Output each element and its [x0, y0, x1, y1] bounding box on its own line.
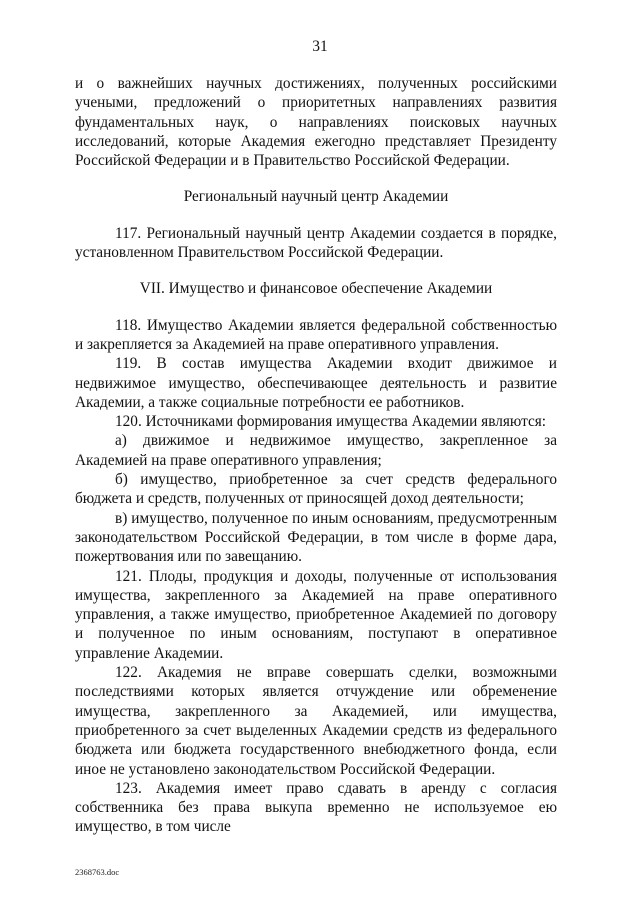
intro-paragraph: и о важнейших научных достижениях, полученных российскими учеными, предложений о приоритетных направлениях развития фундаментальных наук, о направлениях поисковых научных исследований, которые Академия ежегодно представляет Президенту Российской Федерации и в Правительство Российской Федерации.: [75, 75, 557, 170]
paragraph-122: 122. Академия не вправе совершать сделки, возможными последствиями которых является отчуждение или обременение имущества, закрепленного за Академией, или имущества, приобретенного за счет выделенных Академии средств из федерального бюджета или бюджета государственного внебюджетного фонда, если иное не установлено законодательством Российской Федерации.: [75, 664, 557, 778]
section-heading-regional-center: Региональный научный центр Академии: [183, 188, 449, 206]
paragraph-117: 117. Региональный научный центр Академии создается в порядке, установленном Правительством Российской Федерации.: [75, 224, 557, 262]
paragraph-120-a: а) движимое и недвижимое имущество, закрепленное за Академией на праве оперативного управления;: [75, 432, 557, 469]
paragraph-121: 121. Плоды, продукция и доходы, полученные от использования имущества, закрепленного за Академией на праве оперативного управления, а также имущество, приобретенное Академией по договору и полученное по иным основаниям, поступают в оперативное управление Академии.: [75, 567, 557, 662]
page-number: 31: [312, 38, 328, 55]
paragraph-120-b: б) имущество, приобретенное за счет средств федерального бюджета и средств, полученных от приносящей доход деятельности;: [75, 471, 557, 508]
footer-filename: 2368763.doc: [75, 867, 120, 877]
document-body: [75, 74, 557, 837]
paragraph-118: 118. Имущество Академии является федеральной собственностью и закрепляется за Академией на праве оперативного управления.: [75, 316, 557, 353]
section-heading-property: VII. Имущество и финансовое обеспечение Академии: [139, 280, 493, 298]
paragraph-120: 120. Источниками формирования имущества Академии являются:: [115, 413, 547, 431]
paragraph-120-v: в) имущество, полученное по иным основаниям, предусмотренным законодательством Российской Федерации, в том числе в форме дара, пожертвования или по завещанию.: [75, 509, 557, 566]
paragraph-119: 119. В состав имущества Академии входит движимое и недвижимое имущество, обеспечивающее деятельность и развитие Академии, а также социальные потребности ее работников.: [75, 355, 557, 411]
paragraph-123: 123. Академия имеет право сдавать в аренду с согласия собственника без права выкупа временно не используемое ею имущество, в том числе: [75, 779, 557, 836]
